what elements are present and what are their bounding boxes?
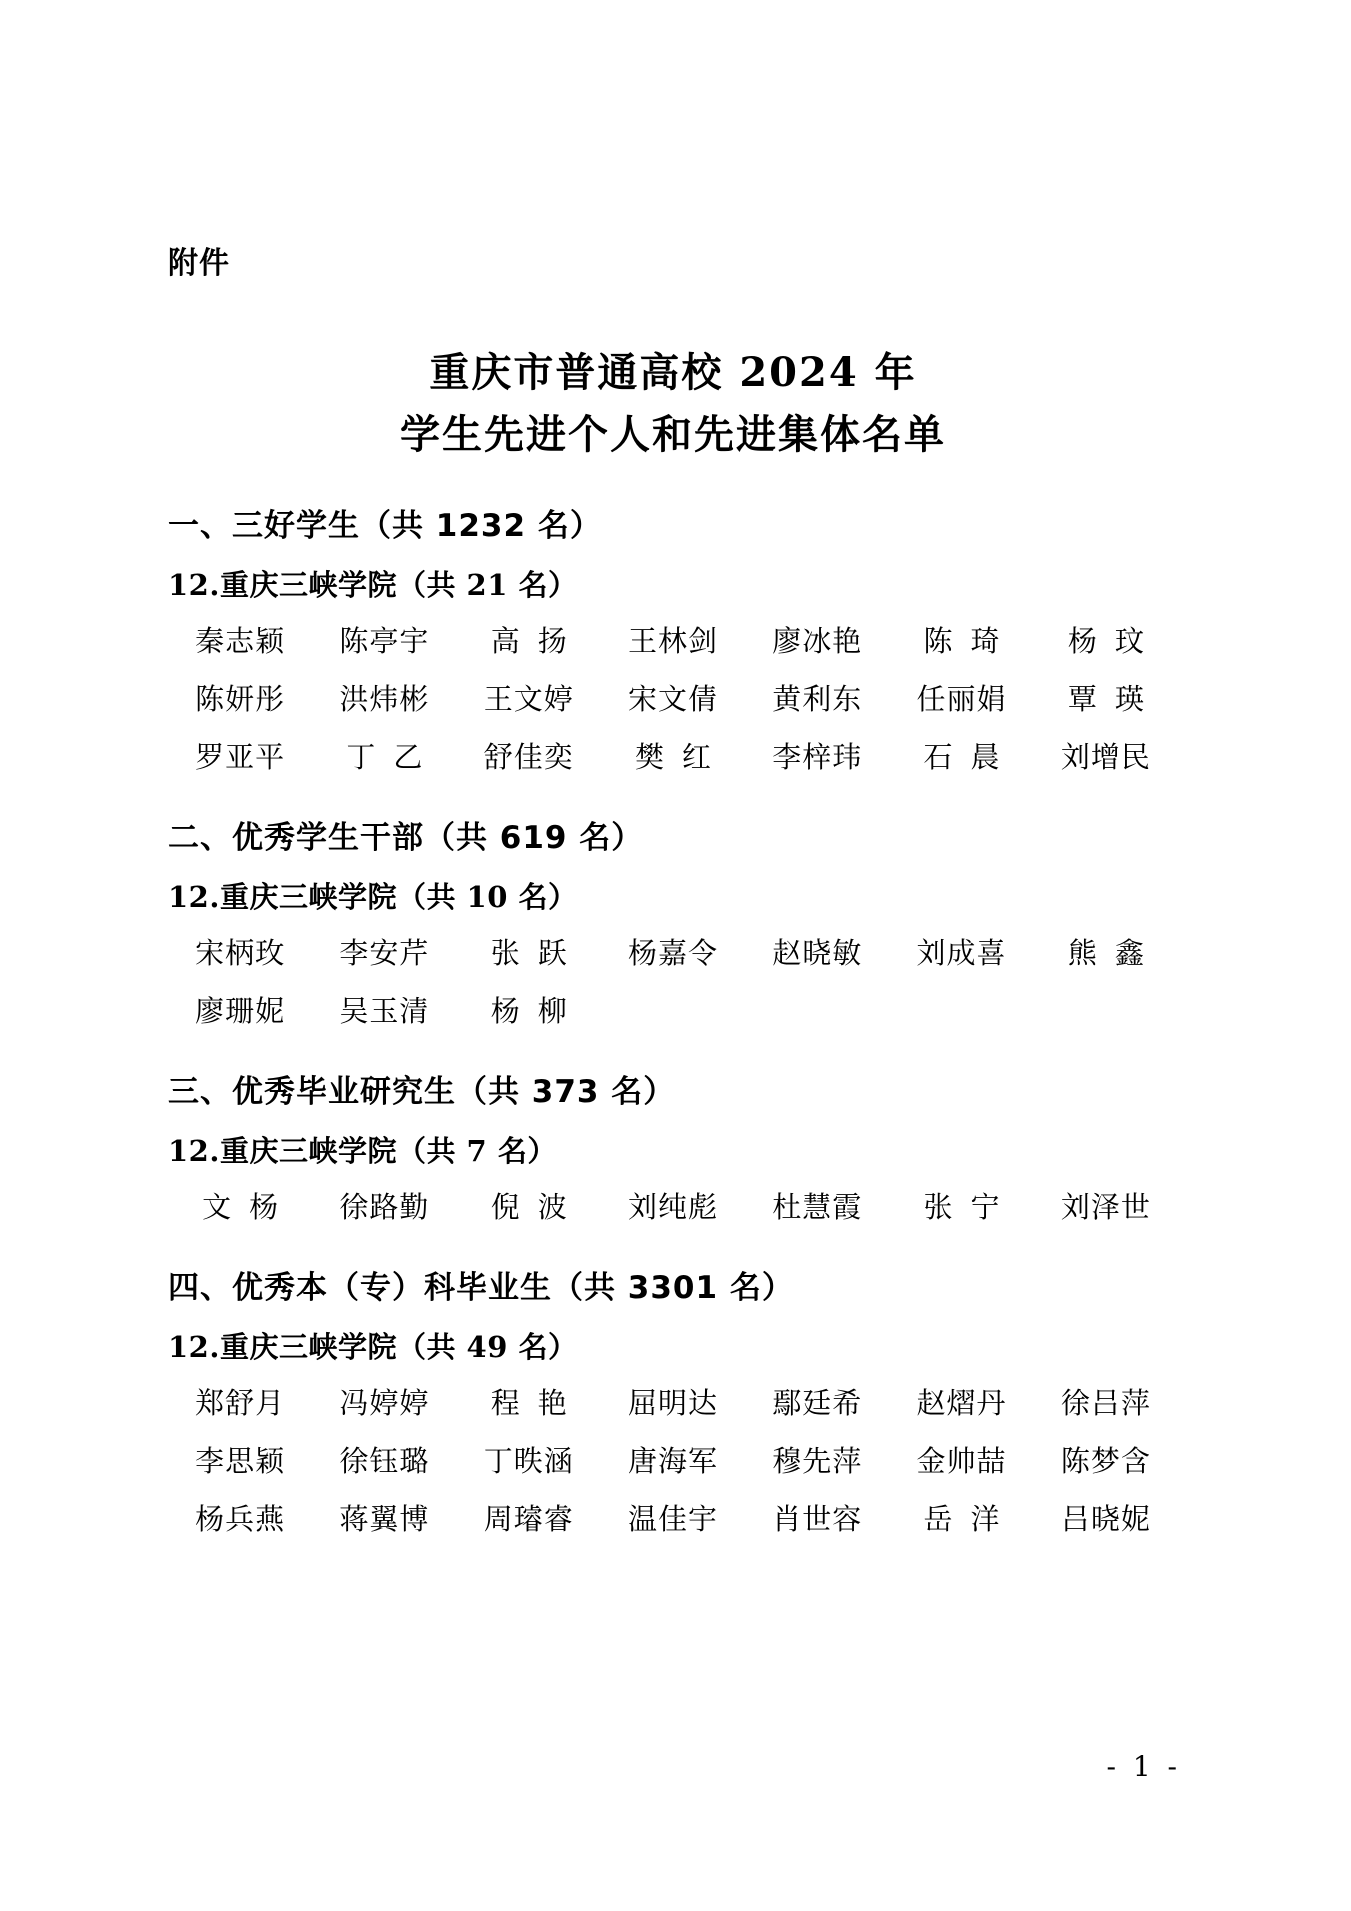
name-item: 冯婷婷: [339, 1386, 430, 1421]
section-youxiu-benke-biyesheng: [168, 1262, 1178, 1540]
name-item: 程艳: [490, 1386, 585, 1421]
name-item: 高扬: [490, 624, 585, 658]
name-item: 李安芹: [339, 936, 430, 971]
name-item: 杨兵燕: [195, 1502, 286, 1537]
name-item: 倪波: [490, 1190, 585, 1225]
name-item: 吴玉清: [339, 994, 430, 1029]
name-item: 刘纯彪: [627, 1190, 718, 1225]
name-item: 丁乙: [346, 740, 441, 775]
section-heading: 二、优秀学生干部（共 619 名）: [168, 820, 644, 857]
name-item: 陈亭宇: [339, 624, 430, 658]
name-item: 穆先萍: [772, 1444, 863, 1479]
name-item: 吕晓妮: [1060, 1502, 1151, 1537]
name-grid-3: [168, 1382, 1178, 1540]
name-item: 屈明达: [627, 1386, 718, 1421]
name-item: 金帅喆: [916, 1444, 1007, 1479]
name-item: 岳洋: [923, 1502, 1018, 1537]
name-item: 鄢廷希: [772, 1386, 863, 1421]
name-item: 宋文倩: [627, 682, 718, 717]
name-grid-0: [168, 620, 1178, 778]
name-item: 郑舒月: [195, 1386, 286, 1421]
section-heading: 一、三好学生（共 1232 名）: [168, 508, 602, 544]
name-item: 杜慧霞: [772, 1190, 863, 1225]
name-item: 徐吕萍: [1060, 1386, 1151, 1421]
section-sanhao-xuesheng: [168, 500, 1178, 778]
name-item: 刘成喜: [916, 936, 1007, 971]
name-item: 李梓玮: [772, 740, 863, 775]
section-youxiu-biye-yanjiusheng: [168, 1066, 1178, 1228]
section-heading: 四、优秀本（专）科毕业生（共 3301 名）: [168, 1270, 794, 1307]
school-heading: 12.重庆三峡学院（共 49 名）: [168, 1330, 578, 1365]
name-item: 陈梦含: [1060, 1444, 1151, 1479]
name-item: 陈妍彤: [195, 682, 286, 717]
name-item: 温佳宇: [627, 1502, 718, 1537]
name-grid-2: [168, 1186, 1178, 1228]
name-item: 唐海军: [627, 1444, 718, 1479]
name-item: 李思颖: [195, 1444, 286, 1479]
name-item: 陈琦: [923, 624, 1018, 658]
name-item: 黄利东: [772, 682, 863, 717]
name-item: 张宁: [923, 1190, 1018, 1225]
name-item: 丁昳涵: [483, 1444, 574, 1479]
name-item: 任丽娟: [916, 682, 1007, 717]
name-item: 廖冰艳: [772, 624, 863, 658]
name-item: 覃瑛: [1067, 682, 1162, 717]
name-item: 王林剑: [627, 624, 718, 658]
name-item: 宋柄玫: [195, 936, 286, 971]
name-item: 石晨: [923, 740, 1018, 775]
school-heading: 12.重庆三峡学院（共 10 名）: [168, 880, 578, 915]
name-item: 樊红: [634, 740, 729, 775]
name-item: 杨玟: [1067, 624, 1162, 658]
name-item: 徐钰璐: [339, 1444, 430, 1479]
name-item: 徐路勤: [339, 1190, 430, 1225]
name-item: 周璿睿: [483, 1502, 574, 1537]
section-heading: 三、优秀毕业研究生（共 373 名）: [168, 1074, 676, 1111]
attachment-label: 附件: [168, 246, 230, 281]
name-item: 赵晓敏: [772, 936, 863, 971]
name-grid-1: [168, 932, 1178, 1032]
page-title-line-2: 学生先进个人和先进集体名单: [400, 411, 946, 458]
name-item: 杨柳: [490, 994, 585, 1029]
page-title-line-1: 重庆市普通高校 2024 年: [429, 349, 917, 396]
name-item: 舒佳奕: [483, 740, 574, 775]
name-item: 张跃: [490, 936, 585, 971]
name-item: 文杨: [202, 1190, 297, 1225]
name-item: 赵熠丹: [916, 1386, 1007, 1421]
name-item: 秦志颖: [195, 624, 286, 658]
document-body: [168, 0, 1178, 1546]
name-item: 罗亚平: [195, 740, 286, 775]
page-title: [168, 342, 1178, 466]
name-item: 肖世容: [772, 1502, 863, 1537]
name-item: 廖珊妮: [195, 994, 286, 1029]
name-item: 杨嘉令: [627, 936, 718, 971]
page-number: - 1 -: [1106, 1750, 1181, 1783]
school-heading: 12.重庆三峡学院（共 7 名）: [168, 1134, 557, 1169]
section-youxiu-xuesheng-ganbu: [168, 812, 1178, 1032]
name-item: 刘泽世: [1060, 1190, 1151, 1225]
name-item: 洪炜彬: [339, 682, 430, 717]
name-item: 蒋翼博: [339, 1502, 430, 1537]
school-heading: 12.重庆三峡学院（共 21 名）: [168, 568, 578, 602]
name-item: 熊鑫: [1067, 936, 1162, 971]
name-item: 王文婷: [483, 682, 574, 717]
name-item: 刘增民: [1060, 740, 1151, 775]
